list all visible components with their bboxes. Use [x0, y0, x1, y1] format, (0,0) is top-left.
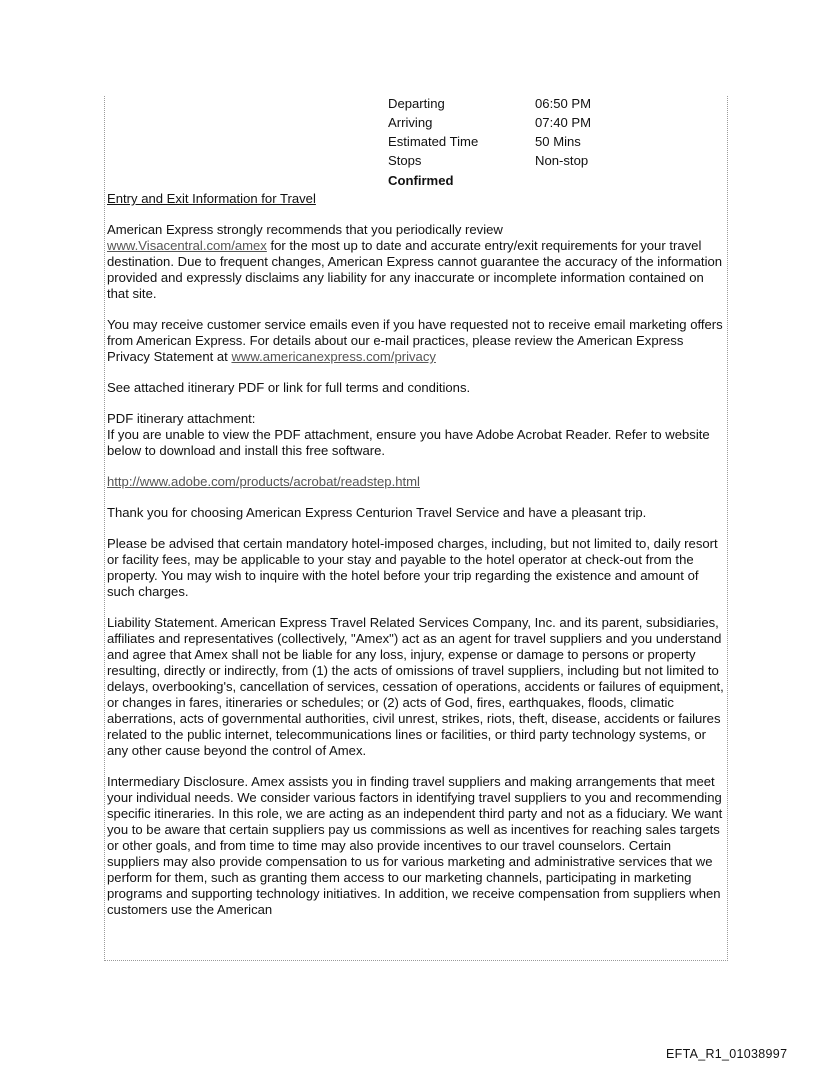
flight-status: Confirmed	[388, 172, 454, 188]
flight-row-stops	[388, 151, 725, 170]
thanks-paragraph: Thank you for choosing American Express Centurion Travel Service and have a pleasant trip.	[107, 505, 647, 520]
flight-row-arriving	[388, 113, 725, 132]
flight-label: Departing	[388, 95, 445, 111]
liability-statement: Liability Statement. American Express Travel Related Services Company, Inc. and its parent, subsidiaries, affiliates and representatives (collectively, "Amex") act as an agent for travel suppliers and you understand and agree that Amex shall not be liable for any loss, injury, expense or damage to persons or property resulting, directly or indirectly, from (1) the acts of omissions of travel suppliers, including but not limited to delays, overbooking's, cancellation of services, cessation of operations, accidents or failures of equipment, or changes in fares, itineraries or schedules; or (2) acts of God, fires, earthquakes, floods, climatic aberrations, acts of governmental authorities, civil unrest, strikes, riots, theft, disease, accidents or failures related to the public internet, telecommunications lines or facilities, or third party technology systems, or any other cause beyond the control of Amex.	[107, 615, 724, 758]
visa-intro: American Express strongly recommends that you periodically review	[107, 222, 503, 237]
pdf-paragraph: If you are unable to view the PDF attachment, ensure you have Adobe Acrobat Reader. Refer to website below to download and install this free software.	[107, 427, 710, 458]
flight-label: Estimated Time	[388, 133, 479, 149]
flight-value: 50 Mins	[535, 133, 581, 149]
visa-paragraph	[107, 222, 725, 302]
flight-status-row	[388, 170, 725, 191]
flight-label: Stops	[388, 152, 422, 168]
flight-value: 07:40 PM	[535, 114, 592, 130]
hotel-charges-paragraph: Please be advised that certain mandatory hotel-imposed charges, including, but not limited to, daily resort or facility fees, may be applicable to your stay and payable to the hotel operator at check-out from the property. You may wish to inquire with the hotel before your trip regarding the existence and amount of such charges.	[107, 536, 718, 599]
flight-label: Arriving	[388, 114, 433, 130]
document-body	[107, 94, 725, 918]
flight-value: 06:50 PM	[535, 95, 592, 111]
privacy-paragraph	[107, 317, 725, 365]
document-id: EFTA_R1_01038997	[666, 1047, 788, 1061]
intermediary-disclosure: Intermediary Disclosure. Amex assists you in finding travel suppliers and making arrangements that meet your individual needs. We consider various factors in identifying travel suppliers to you and recommending specific itineraries. In this role, we are acting as an independent third party and not as a fiduciary. We want you to be aware that certain suppliers pay us commissions as well as incentives for reaching sales targets or other goals, and from time to time may also provide incentives to our travel counselors. Certain suppliers may also provide compensation to us for various marketing and administrative services that we perform for them, such as granting them access to our marketing channels, participating in marketing programs and supporting technology initiatives. In addition, we receive compensation from suppliers when customers use the American	[107, 774, 723, 917]
privacy-text: You may receive customer service emails even if you have requested not to receive email marketing offers from American Express. For details about our e-mail practices, please review the American Express Privacy Statement at	[107, 317, 723, 364]
entry-exit-heading: Entry and Exit Information for Travel	[107, 191, 316, 206]
flight-value: Non-stop	[535, 152, 589, 168]
adobe-reader-link[interactable]: http://www.adobe.com/products/acrobat/readstep.html	[107, 474, 420, 489]
flight-details	[388, 94, 725, 191]
privacy-link[interactable]: www.americanexpress.com/privacy	[231, 349, 436, 364]
pdf-heading: PDF itinerary attachment:	[107, 411, 256, 426]
visacentral-link[interactable]: www.Visacentral.com/amex	[107, 238, 267, 253]
flight-row-estimated-time	[388, 132, 725, 151]
terms-paragraph: See attached itinerary PDF or link for full terms and conditions.	[107, 380, 471, 395]
flight-row-departing	[388, 94, 725, 113]
visa-rest: for the most up to date and accurate entry/exit requirements for your travel destination. Due to frequent changes, American Express cannot guarantee the accuracy of the information provided and expressly disclaims any liability for any inaccurate or incomplete information contained on that site.	[107, 238, 723, 301]
